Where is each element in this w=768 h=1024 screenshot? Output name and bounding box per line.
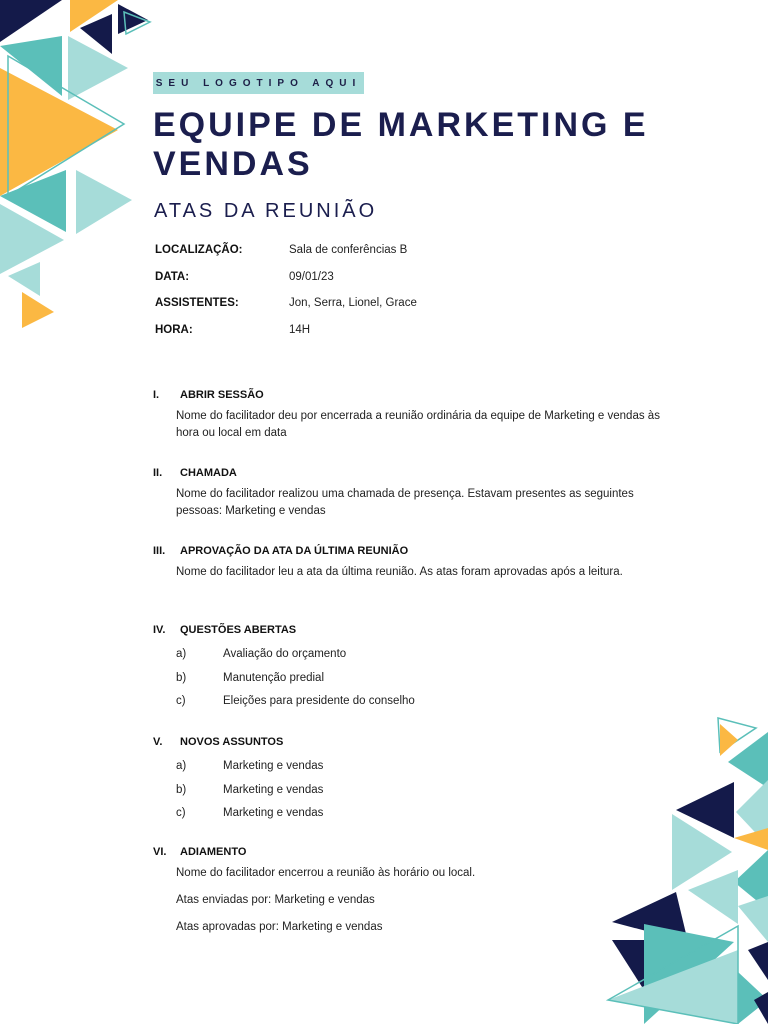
section-body [176, 408, 673, 442]
logo-text: SEU LOGOTIPO AQUI [155, 77, 362, 89]
section-title: NOVOS ASSUNTOS [180, 736, 284, 748]
section-list [176, 643, 673, 714]
section-title: QUESTÕES ABERTAS [180, 624, 297, 636]
section-open-issues [153, 621, 673, 714]
section-title: CHAMADA [180, 467, 237, 479]
section-body [176, 486, 673, 520]
section-open-session [153, 386, 673, 452]
section-number: V. [153, 736, 163, 748]
section-number: I. [153, 389, 160, 401]
section-number: VI. [153, 846, 167, 858]
section-new-business [153, 733, 673, 826]
section-heading [153, 464, 673, 482]
section-title: APROVAÇÃO DA ATA DA ÚLTIMA REUNIÃO [180, 545, 409, 557]
section-heading [153, 843, 673, 861]
list-text: Marketing e vendas [223, 760, 324, 773]
list-item [176, 667, 673, 691]
section-paragraph: Nome do facilitador encerrou a reunião às horário ou local. [176, 867, 476, 879]
meta-value: 14H [289, 323, 311, 336]
list-letter: c) [176, 807, 186, 820]
list-text: Manutenção predial [223, 671, 325, 684]
section-paragraph: Atas aprovadas por: Marketing e vendas [176, 921, 383, 933]
meta-row-time [155, 324, 615, 351]
list-item [176, 643, 673, 667]
list-text: Marketing e vendas [223, 783, 324, 796]
section-number: II. [153, 467, 163, 479]
list-letter: c) [176, 695, 186, 708]
document-title: EQUIPE DE MARKETING E VENDAS [153, 106, 649, 183]
list-item [176, 802, 673, 826]
section-body [176, 564, 673, 581]
list-letter: b) [176, 783, 187, 796]
meta-row-location [155, 244, 615, 271]
section-roll-call [153, 464, 673, 530]
section-paragraph: Atas enviadas por: Marketing e vendas [176, 894, 375, 906]
section-heading [153, 542, 673, 560]
section-heading [153, 733, 673, 751]
section-title: ABRIR SESSÃO [180, 389, 264, 401]
list-item [176, 755, 673, 779]
list-letter: a) [176, 760, 187, 773]
section-adjournment [153, 843, 673, 946]
section-paragraph: Nome do facilitador realizou uma chamada de presença. Estavam presentes as seguintes pessoas: Marketing e vendas [176, 488, 634, 517]
meta-value: 09/01/23 [289, 270, 334, 283]
logo-placeholder [153, 72, 364, 94]
meta-label: LOCALIZAÇÃO: [155, 244, 243, 256]
meta-label: ASSISTENTES: [155, 297, 239, 309]
list-letter: a) [176, 648, 187, 661]
section-minutes-approval [153, 542, 673, 591]
meta-label: HORA: [155, 323, 193, 336]
section-body [176, 865, 673, 936]
meta-value: Sala de conferências B [289, 244, 408, 256]
meeting-details [155, 244, 615, 350]
section-heading [153, 386, 673, 404]
document-subtitle: ATAS DA REUNIÃO [154, 200, 378, 222]
list-item [176, 690, 673, 714]
decorative-triangles-top-left [0, 0, 160, 340]
section-paragraph: Nome do facilitador leu a ata da última reunião. As atas foram aprovadas após a leitura. [176, 566, 623, 578]
section-number: IV. [153, 624, 166, 636]
section-heading [153, 621, 673, 639]
section-list [176, 755, 673, 826]
section-title: ADIAMENTO [180, 846, 247, 858]
list-text: Marketing e vendas [223, 807, 324, 820]
list-letter: b) [176, 671, 187, 684]
meta-label: DATA: [155, 270, 190, 283]
meta-value: Jon, Serra, Lionel, Grace [289, 297, 417, 309]
list-text: Avaliação do orçamento [223, 648, 347, 661]
list-item [176, 779, 673, 803]
section-paragraph: Nome do facilitador deu por encerrada a reunião ordinária da equipe de Marketing e vendas às hora ou local em data [176, 410, 660, 439]
section-number: III. [153, 545, 166, 557]
meta-row-date [155, 271, 615, 298]
list-text: Eleições para presidente do conselho [223, 695, 415, 708]
meta-row-attendees [155, 297, 615, 324]
